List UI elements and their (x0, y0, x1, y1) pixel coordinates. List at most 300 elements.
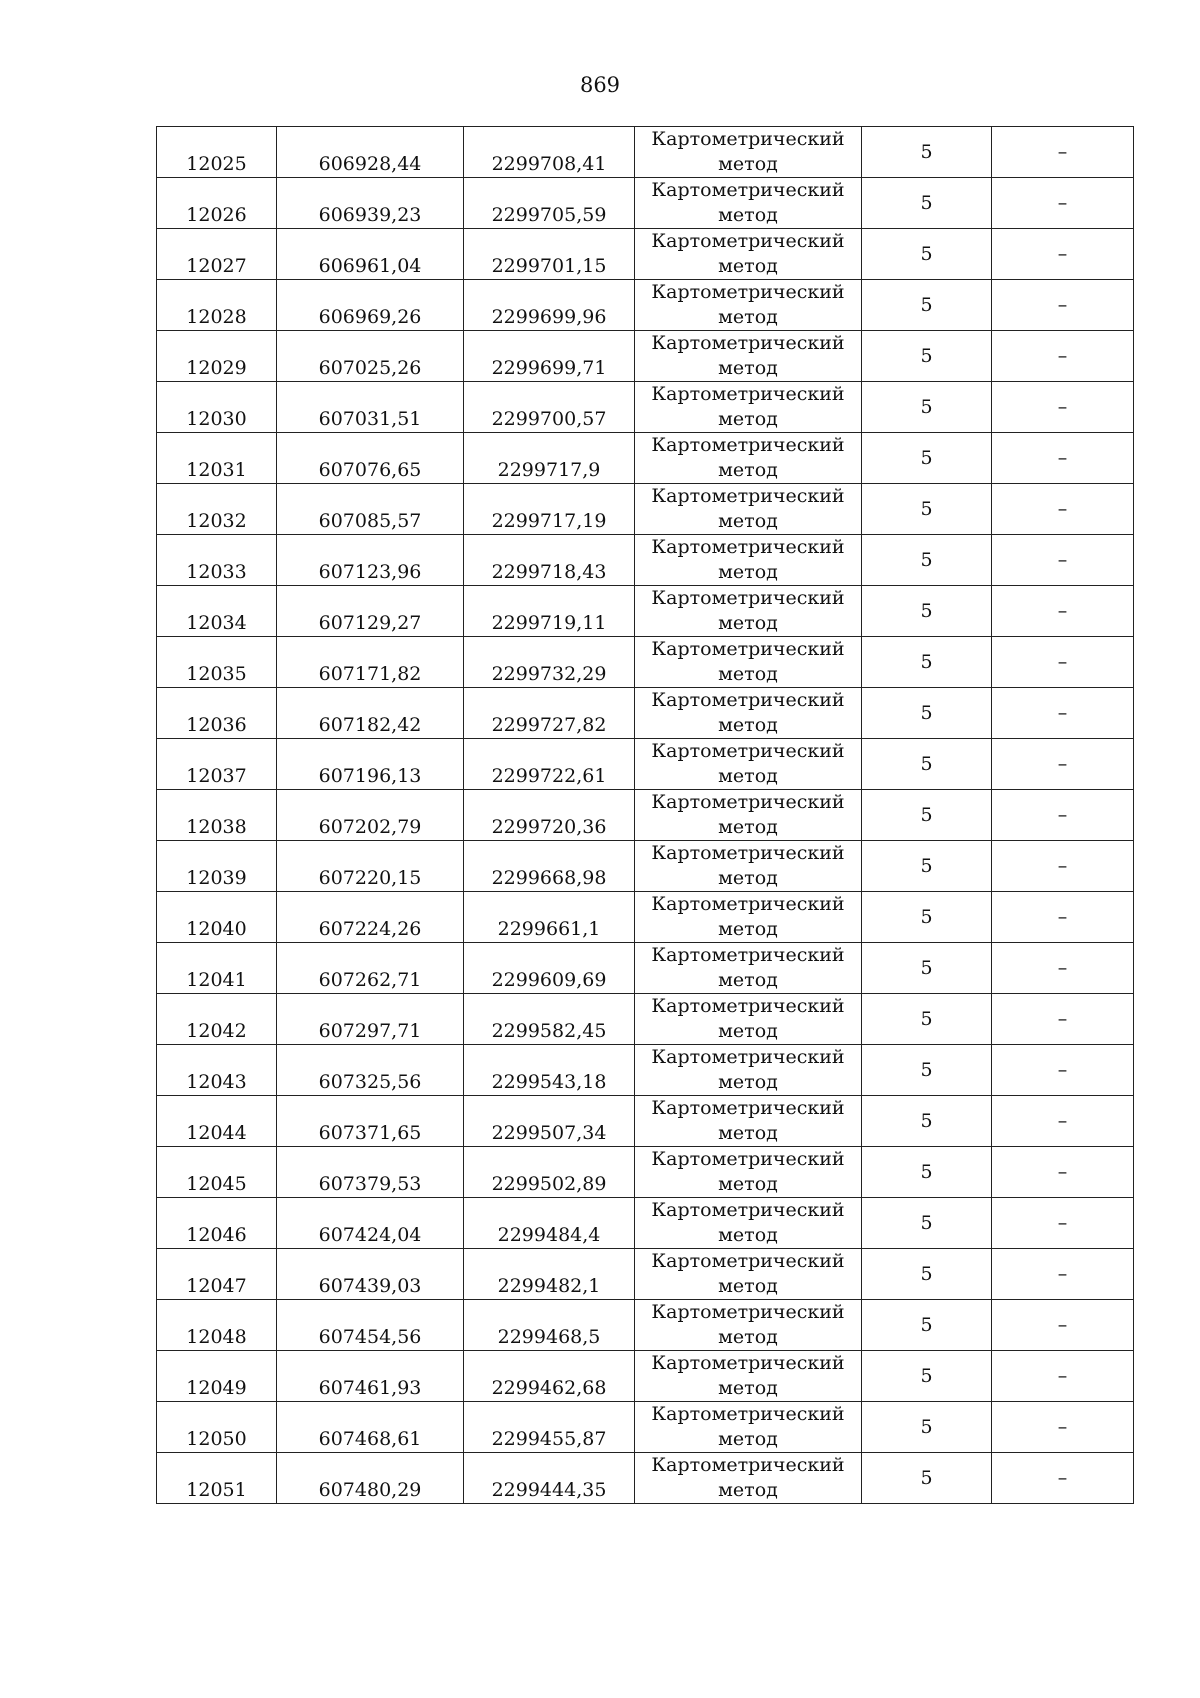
accuracy-cell: 5 (862, 280, 992, 331)
accuracy-cell: 5 (862, 535, 992, 586)
y-coordinate: 2299732,29 (491, 663, 607, 685)
point-number: 12025 (186, 153, 247, 175)
method-cell (635, 229, 862, 280)
note-cell: – (992, 1198, 1134, 1249)
point-number-cell (157, 280, 277, 331)
y-coordinate: 2299668,98 (491, 867, 607, 889)
y-coordinate: 2299455,87 (491, 1428, 607, 1450)
x-coordinate: 607297,71 (318, 1020, 422, 1042)
method-line-1: Картометрический (651, 1199, 845, 1221)
method-cell (635, 433, 862, 484)
point-number-cell (157, 637, 277, 688)
method-cell (635, 1249, 862, 1300)
x-coordinate-cell (277, 1453, 464, 1504)
method-cell (635, 892, 862, 943)
point-number-cell (157, 1402, 277, 1453)
method-line-2: метод (718, 357, 778, 379)
x-coordinate: 607461,93 (318, 1377, 422, 1399)
method-line-2: метод (718, 1326, 778, 1348)
point-number: 12048 (186, 1326, 247, 1348)
method-line-2: метод (718, 1020, 778, 1042)
method-cell (635, 331, 862, 382)
x-coordinate-cell (277, 229, 464, 280)
method-cell (635, 1147, 862, 1198)
y-coordinate-cell (464, 280, 635, 331)
x-coordinate-cell (277, 1351, 464, 1402)
x-coordinate: 607031,51 (318, 408, 422, 430)
x-coordinate: 607196,13 (318, 765, 422, 787)
y-coordinate: 2299609,69 (491, 969, 607, 991)
y-coordinate-cell (464, 943, 635, 994)
note-cell: – (992, 382, 1134, 433)
note-cell: – (992, 1045, 1134, 1096)
method-line-2: метод (718, 1479, 778, 1501)
x-coordinate-cell (277, 586, 464, 637)
accuracy-cell: 5 (862, 382, 992, 433)
accuracy-cell: 5 (862, 229, 992, 280)
point-number-cell (157, 1453, 277, 1504)
y-coordinate: 2299720,36 (491, 816, 607, 838)
method-line-1: Картометрический (651, 230, 845, 252)
x-coordinate: 607129,27 (318, 612, 422, 634)
method-cell (635, 586, 862, 637)
note-cell: – (992, 790, 1134, 841)
method-line-2: метод (718, 765, 778, 787)
method-cell (635, 790, 862, 841)
method-cell (635, 484, 862, 535)
y-coordinate-cell (464, 892, 635, 943)
point-number-cell (157, 178, 277, 229)
point-number-cell (157, 1096, 277, 1147)
table-row (157, 433, 1134, 484)
method-line-2: метод (718, 1428, 778, 1450)
y-coordinate: 2299718,43 (491, 561, 607, 583)
note-cell: – (992, 178, 1134, 229)
y-coordinate: 2299727,82 (491, 714, 607, 736)
accuracy-cell: 5 (862, 637, 992, 688)
point-number-cell (157, 535, 277, 586)
method-cell (635, 535, 862, 586)
method-line-2: метод (718, 1275, 778, 1297)
point-number-cell (157, 1045, 277, 1096)
accuracy-cell: 5 (862, 688, 992, 739)
point-number: 12045 (186, 1173, 247, 1195)
y-coordinate-cell (464, 1351, 635, 1402)
x-coordinate-cell (277, 1198, 464, 1249)
table-row (157, 790, 1134, 841)
x-coordinate-cell (277, 637, 464, 688)
point-number: 12039 (186, 867, 247, 889)
method-line-2: метод (718, 1173, 778, 1195)
note-cell: – (992, 484, 1134, 535)
method-cell (635, 688, 862, 739)
accuracy-cell: 5 (862, 484, 992, 535)
point-number-cell (157, 1147, 277, 1198)
point-number-cell (157, 1198, 277, 1249)
method-cell (635, 178, 862, 229)
method-cell (635, 637, 862, 688)
x-coordinate-cell (277, 841, 464, 892)
y-coordinate-cell (464, 331, 635, 382)
y-coordinate: 2299444,35 (491, 1479, 607, 1501)
x-coordinate-cell (277, 1045, 464, 1096)
method-line-1: Картометрический (651, 179, 845, 201)
y-coordinate-cell (464, 1045, 635, 1096)
method-line-2: метод (718, 969, 778, 991)
x-coordinate-cell (277, 943, 464, 994)
method-line-1: Картометрический (651, 1148, 845, 1170)
method-line-2: метод (718, 612, 778, 634)
table-row (157, 1198, 1134, 1249)
table-row (157, 1300, 1134, 1351)
table-row (157, 280, 1134, 331)
note-cell: – (992, 586, 1134, 637)
method-line-1: Картометрический (651, 842, 845, 864)
note-cell: – (992, 841, 1134, 892)
method-line-2: метод (718, 255, 778, 277)
method-line-1: Картометрический (651, 944, 845, 966)
point-number: 12050 (186, 1428, 247, 1450)
accuracy-cell: 5 (862, 1147, 992, 1198)
table-row (157, 1351, 1134, 1402)
method-line-2: метод (718, 1122, 778, 1144)
x-coordinate-cell (277, 1300, 464, 1351)
y-coordinate: 2299468,5 (497, 1326, 601, 1348)
x-coordinate: 607202,79 (318, 816, 422, 838)
accuracy-cell: 5 (862, 1402, 992, 1453)
method-line-1: Картометрический (651, 383, 845, 405)
point-number: 12047 (186, 1275, 247, 1297)
y-coordinate: 2299699,71 (491, 357, 607, 379)
y-coordinate: 2299462,68 (491, 1377, 607, 1399)
method-line-2: метод (718, 867, 778, 889)
x-coordinate: 607454,56 (318, 1326, 422, 1348)
method-line-2: метод (718, 561, 778, 583)
method-cell (635, 280, 862, 331)
note-cell: – (992, 1096, 1134, 1147)
table-row (157, 1147, 1134, 1198)
x-coordinate-cell (277, 178, 464, 229)
y-coordinate: 2299700,57 (491, 408, 607, 430)
y-coordinate-cell (464, 739, 635, 790)
point-number: 12028 (186, 306, 247, 328)
y-coordinate-cell (464, 1096, 635, 1147)
y-coordinate-cell (464, 688, 635, 739)
table-row (157, 331, 1134, 382)
x-coordinate: 606969,26 (318, 306, 422, 328)
x-coordinate-cell (277, 1096, 464, 1147)
y-coordinate: 2299582,45 (491, 1020, 607, 1042)
point-number-cell (157, 127, 277, 178)
page-number: 869 (579, 73, 621, 97)
note-cell: – (992, 1453, 1134, 1504)
point-number: 12029 (186, 357, 247, 379)
y-coordinate-cell (464, 637, 635, 688)
method-cell (635, 1351, 862, 1402)
y-coordinate-cell (464, 994, 635, 1045)
method-line-2: метод (718, 306, 778, 328)
x-coordinate: 607224,26 (318, 918, 422, 940)
point-number: 12040 (186, 918, 247, 940)
note-cell: – (992, 1351, 1134, 1402)
y-coordinate: 2299507,34 (491, 1122, 607, 1144)
method-line-1: Картометрический (651, 128, 845, 150)
point-number-cell (157, 943, 277, 994)
note-cell: – (992, 1249, 1134, 1300)
point-number: 12027 (186, 255, 247, 277)
method-line-1: Картометрический (651, 536, 845, 558)
accuracy-cell: 5 (862, 331, 992, 382)
method-cell (635, 382, 862, 433)
x-coordinate: 607439,03 (318, 1275, 422, 1297)
x-coordinate-cell (277, 994, 464, 1045)
method-line-1: Картометрический (651, 332, 845, 354)
point-number-cell (157, 841, 277, 892)
y-coordinate: 2299717,19 (491, 510, 607, 532)
method-line-2: метод (718, 1224, 778, 1246)
point-number: 12031 (186, 459, 247, 481)
y-coordinate: 2299717,9 (497, 459, 601, 481)
method-line-1: Картометрический (651, 995, 845, 1017)
y-coordinate-cell (464, 127, 635, 178)
note-cell: – (992, 943, 1134, 994)
accuracy-cell: 5 (862, 943, 992, 994)
method-line-1: Картометрический (651, 434, 845, 456)
method-line-1: Картометрический (651, 1352, 845, 1374)
method-line-1: Картометрический (651, 689, 845, 711)
x-coordinate-cell (277, 127, 464, 178)
point-number: 12026 (186, 204, 247, 226)
accuracy-cell: 5 (862, 892, 992, 943)
x-coordinate: 607480,29 (318, 1479, 422, 1501)
point-number: 12038 (186, 816, 247, 838)
method-line-1: Картометрический (651, 485, 845, 507)
note-cell: – (992, 280, 1134, 331)
point-number: 12046 (186, 1224, 247, 1246)
method-line-2: метод (718, 918, 778, 940)
table-row (157, 382, 1134, 433)
x-coordinate-cell (277, 382, 464, 433)
accuracy-cell: 5 (862, 1096, 992, 1147)
note-cell: – (992, 535, 1134, 586)
point-number: 12044 (186, 1122, 247, 1144)
y-coordinate-cell (464, 535, 635, 586)
method-line-1: Картометрический (651, 1403, 845, 1425)
point-number-cell (157, 739, 277, 790)
y-coordinate-cell (464, 484, 635, 535)
method-line-1: Картометрический (651, 281, 845, 303)
table-row (157, 1402, 1134, 1453)
method-cell (635, 943, 862, 994)
x-coordinate: 607379,53 (318, 1173, 422, 1195)
method-line-1: Картометрический (651, 740, 845, 762)
table-row (157, 1453, 1134, 1504)
y-coordinate-cell (464, 1402, 635, 1453)
point-number: 12030 (186, 408, 247, 430)
y-coordinate-cell (464, 229, 635, 280)
table-row (157, 892, 1134, 943)
point-number: 12051 (186, 1479, 247, 1501)
method-cell (635, 994, 862, 1045)
table-row (157, 688, 1134, 739)
table-row (157, 535, 1134, 586)
y-coordinate: 2299722,61 (491, 765, 607, 787)
method-cell (635, 1096, 862, 1147)
y-coordinate-cell (464, 1147, 635, 1198)
y-coordinate-cell (464, 1300, 635, 1351)
x-coordinate: 607424,04 (318, 1224, 422, 1246)
x-coordinate-cell (277, 433, 464, 484)
method-cell (635, 739, 862, 790)
note-cell: – (992, 229, 1134, 280)
coordinates-table (156, 126, 1134, 1504)
method-line-1: Картометрический (651, 1454, 845, 1476)
point-number-cell (157, 433, 277, 484)
point-number-cell (157, 484, 277, 535)
method-cell (635, 1453, 862, 1504)
method-cell (635, 1402, 862, 1453)
method-cell (635, 1198, 862, 1249)
table-row (157, 586, 1134, 637)
method-line-2: метод (718, 408, 778, 430)
y-coordinate-cell (464, 1453, 635, 1504)
y-coordinate: 2299482,1 (497, 1275, 601, 1297)
y-coordinate-cell (464, 1249, 635, 1300)
accuracy-cell: 5 (862, 994, 992, 1045)
y-coordinate: 2299719,11 (491, 612, 607, 634)
x-coordinate: 607076,65 (318, 459, 422, 481)
method-line-1: Картометрический (651, 893, 845, 915)
point-number: 12037 (186, 765, 247, 787)
accuracy-cell: 5 (862, 586, 992, 637)
y-coordinate-cell (464, 841, 635, 892)
point-number: 12035 (186, 663, 247, 685)
y-coordinate: 2299699,96 (491, 306, 607, 328)
point-number-cell (157, 1351, 277, 1402)
x-coordinate: 607220,15 (318, 867, 422, 889)
accuracy-cell: 5 (862, 127, 992, 178)
x-coordinate: 607025,26 (318, 357, 422, 379)
table-row (157, 1045, 1134, 1096)
accuracy-cell: 5 (862, 1198, 992, 1249)
x-coordinate: 607085,57 (318, 510, 422, 532)
accuracy-cell: 5 (862, 1045, 992, 1096)
table-row (157, 943, 1134, 994)
table-row (157, 127, 1134, 178)
y-coordinate-cell (464, 1198, 635, 1249)
method-line-1: Картометрический (651, 1250, 845, 1272)
point-number: 12042 (186, 1020, 247, 1042)
x-coordinate-cell (277, 892, 464, 943)
accuracy-cell: 5 (862, 739, 992, 790)
note-cell: – (992, 1147, 1134, 1198)
table-row (157, 1096, 1134, 1147)
y-coordinate-cell (464, 790, 635, 841)
point-number-cell (157, 892, 277, 943)
point-number-cell (157, 331, 277, 382)
y-coordinate: 2299543,18 (491, 1071, 607, 1093)
x-coordinate-cell (277, 1402, 464, 1453)
note-cell: – (992, 1402, 1134, 1453)
x-coordinate: 607468,61 (318, 1428, 422, 1450)
method-line-2: метод (718, 1071, 778, 1093)
x-coordinate: 607182,42 (318, 714, 422, 736)
note-cell: – (992, 433, 1134, 484)
y-coordinate: 2299484,4 (497, 1224, 601, 1246)
x-coordinate: 606928,44 (318, 153, 422, 175)
point-number: 12034 (186, 612, 247, 634)
accuracy-cell: 5 (862, 433, 992, 484)
point-number-cell (157, 994, 277, 1045)
point-number-cell (157, 1300, 277, 1351)
x-coordinate: 607325,56 (318, 1071, 422, 1093)
x-coordinate: 607371,65 (318, 1122, 422, 1144)
point-number: 12032 (186, 510, 247, 532)
method-line-2: метод (718, 1377, 778, 1399)
method-cell (635, 1045, 862, 1096)
accuracy-cell: 5 (862, 841, 992, 892)
method-line-1: Картометрический (651, 587, 845, 609)
point-number: 12036 (186, 714, 247, 736)
y-coordinate-cell (464, 382, 635, 433)
x-coordinate-cell (277, 535, 464, 586)
x-coordinate-cell (277, 688, 464, 739)
note-cell: – (992, 127, 1134, 178)
y-coordinate: 2299705,59 (491, 204, 607, 226)
x-coordinate-cell (277, 484, 464, 535)
method-line-2: метод (718, 510, 778, 532)
point-number-cell (157, 688, 277, 739)
method-line-2: метод (718, 663, 778, 685)
point-number-cell (157, 586, 277, 637)
x-coordinate: 607262,71 (318, 969, 422, 991)
table-row (157, 178, 1134, 229)
x-coordinate-cell (277, 790, 464, 841)
point-number-cell (157, 790, 277, 841)
y-coordinate: 2299502,89 (491, 1173, 607, 1195)
method-line-2: метод (718, 816, 778, 838)
x-coordinate: 606961,04 (318, 255, 422, 277)
note-cell: – (992, 688, 1134, 739)
method-line-1: Картометрический (651, 1046, 845, 1068)
y-coordinate-cell (464, 433, 635, 484)
accuracy-cell: 5 (862, 1300, 992, 1351)
point-number-cell (157, 229, 277, 280)
point-number: 12043 (186, 1071, 247, 1093)
accuracy-cell: 5 (862, 1453, 992, 1504)
x-coordinate-cell (277, 739, 464, 790)
method-line-2: метод (718, 714, 778, 736)
method-line-1: Картометрический (651, 791, 845, 813)
accuracy-cell: 5 (862, 1249, 992, 1300)
method-cell (635, 841, 862, 892)
accuracy-cell: 5 (862, 1351, 992, 1402)
note-cell: – (992, 1300, 1134, 1351)
note-cell: – (992, 739, 1134, 790)
note-cell: – (992, 637, 1134, 688)
method-line-2: метод (718, 204, 778, 226)
table-row (157, 484, 1134, 535)
table-row (157, 229, 1134, 280)
y-coordinate: 2299708,41 (491, 153, 607, 175)
point-number-cell (157, 1249, 277, 1300)
x-coordinate: 606939,23 (318, 204, 422, 226)
x-coordinate: 607171,82 (318, 663, 422, 685)
method-cell (635, 1300, 862, 1351)
method-line-2: метод (718, 153, 778, 175)
y-coordinate: 2299661,1 (497, 918, 601, 940)
table-row (157, 841, 1134, 892)
